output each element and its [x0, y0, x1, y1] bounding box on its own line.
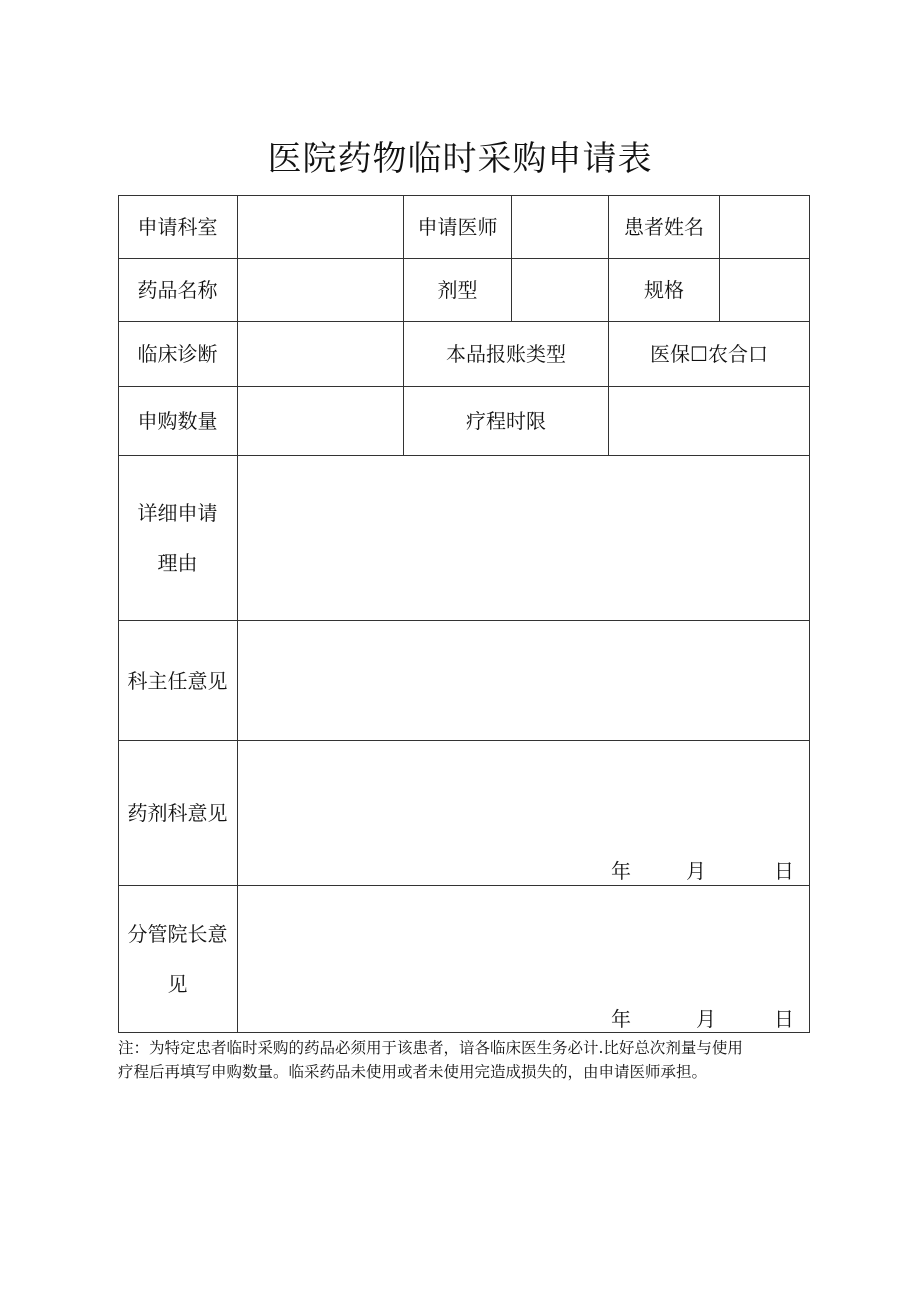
vp-date-month: 月	[696, 1007, 716, 1031]
patient-label: 患者姓名	[624, 214, 704, 239]
footnote-line2: 疗程后再填写申购数量。临采药品未使用或者未使用完造成损失的，由申请医师承担。	[118, 1063, 708, 1081]
dosage-form-label: 剂型	[437, 278, 478, 302]
vp-date-year: 年	[611, 1007, 631, 1031]
director-opinion-label: 科主任意见	[127, 668, 228, 693]
pharmacy-date-year: 年	[611, 859, 631, 883]
vp-opinion-label	[118, 886, 237, 1032]
table-border-right	[809, 195, 810, 1033]
spec-label: 规格	[644, 278, 684, 302]
vp-date-day: 日	[774, 1007, 794, 1031]
doctor-label: 申请医师	[417, 214, 498, 239]
pharmacy-opinion-field[interactable]	[238, 741, 809, 885]
dept-field[interactable]	[238, 195, 403, 258]
doctor-field[interactable]	[512, 195, 608, 258]
course-duration-field[interactable]	[609, 387, 809, 455]
reason-label	[118, 456, 237, 620]
quantity-field[interactable]	[238, 387, 403, 455]
footnote	[118, 1036, 812, 1084]
reimbursement-options[interactable]: 医保☐农合口	[650, 342, 768, 366]
diagnosis-field[interactable]	[238, 322, 403, 386]
patient-field[interactable]	[720, 195, 809, 258]
diagnosis-label: 临床诊断	[137, 342, 218, 366]
pharmacy-opinion-label: 药剂科意见	[127, 801, 228, 825]
pharmacy-date-day: 日	[774, 859, 794, 883]
vp-opinion-field[interactable]	[238, 886, 809, 1032]
footnote-line1: 注：为特定忠者临时采购的药品必须用于该患者，谙各临床医生务必计.比好总次剂量与使用	[118, 1039, 743, 1057]
quantity-label: 申购数量	[137, 409, 218, 433]
spec-field[interactable]	[720, 259, 809, 321]
vp-opinion-label-line1: 分管院长意	[127, 922, 228, 946]
reason-field[interactable]	[238, 456, 809, 620]
drug-name-field[interactable]	[238, 259, 403, 321]
director-opinion-field[interactable]	[238, 621, 809, 740]
reason-label-line2: 理由	[157, 551, 198, 575]
application-form-table	[118, 195, 810, 1033]
reimbursement-type-label: 本品报账类型	[446, 342, 566, 366]
form-title: 医院药物临时采购申请表	[267, 139, 653, 179]
dosage-form-field[interactable]	[512, 259, 608, 321]
drug-name-label: 药品名称	[137, 278, 218, 302]
reason-label-line1: 详细申请	[137, 501, 218, 525]
table-border-bottom	[118, 1032, 810, 1033]
vp-opinion-label-line2: 见	[167, 972, 188, 996]
dept-label: 申请科室	[137, 214, 218, 239]
course-duration-label: 疗程时限	[466, 409, 546, 433]
pharmacy-date-month: 月	[686, 859, 706, 883]
